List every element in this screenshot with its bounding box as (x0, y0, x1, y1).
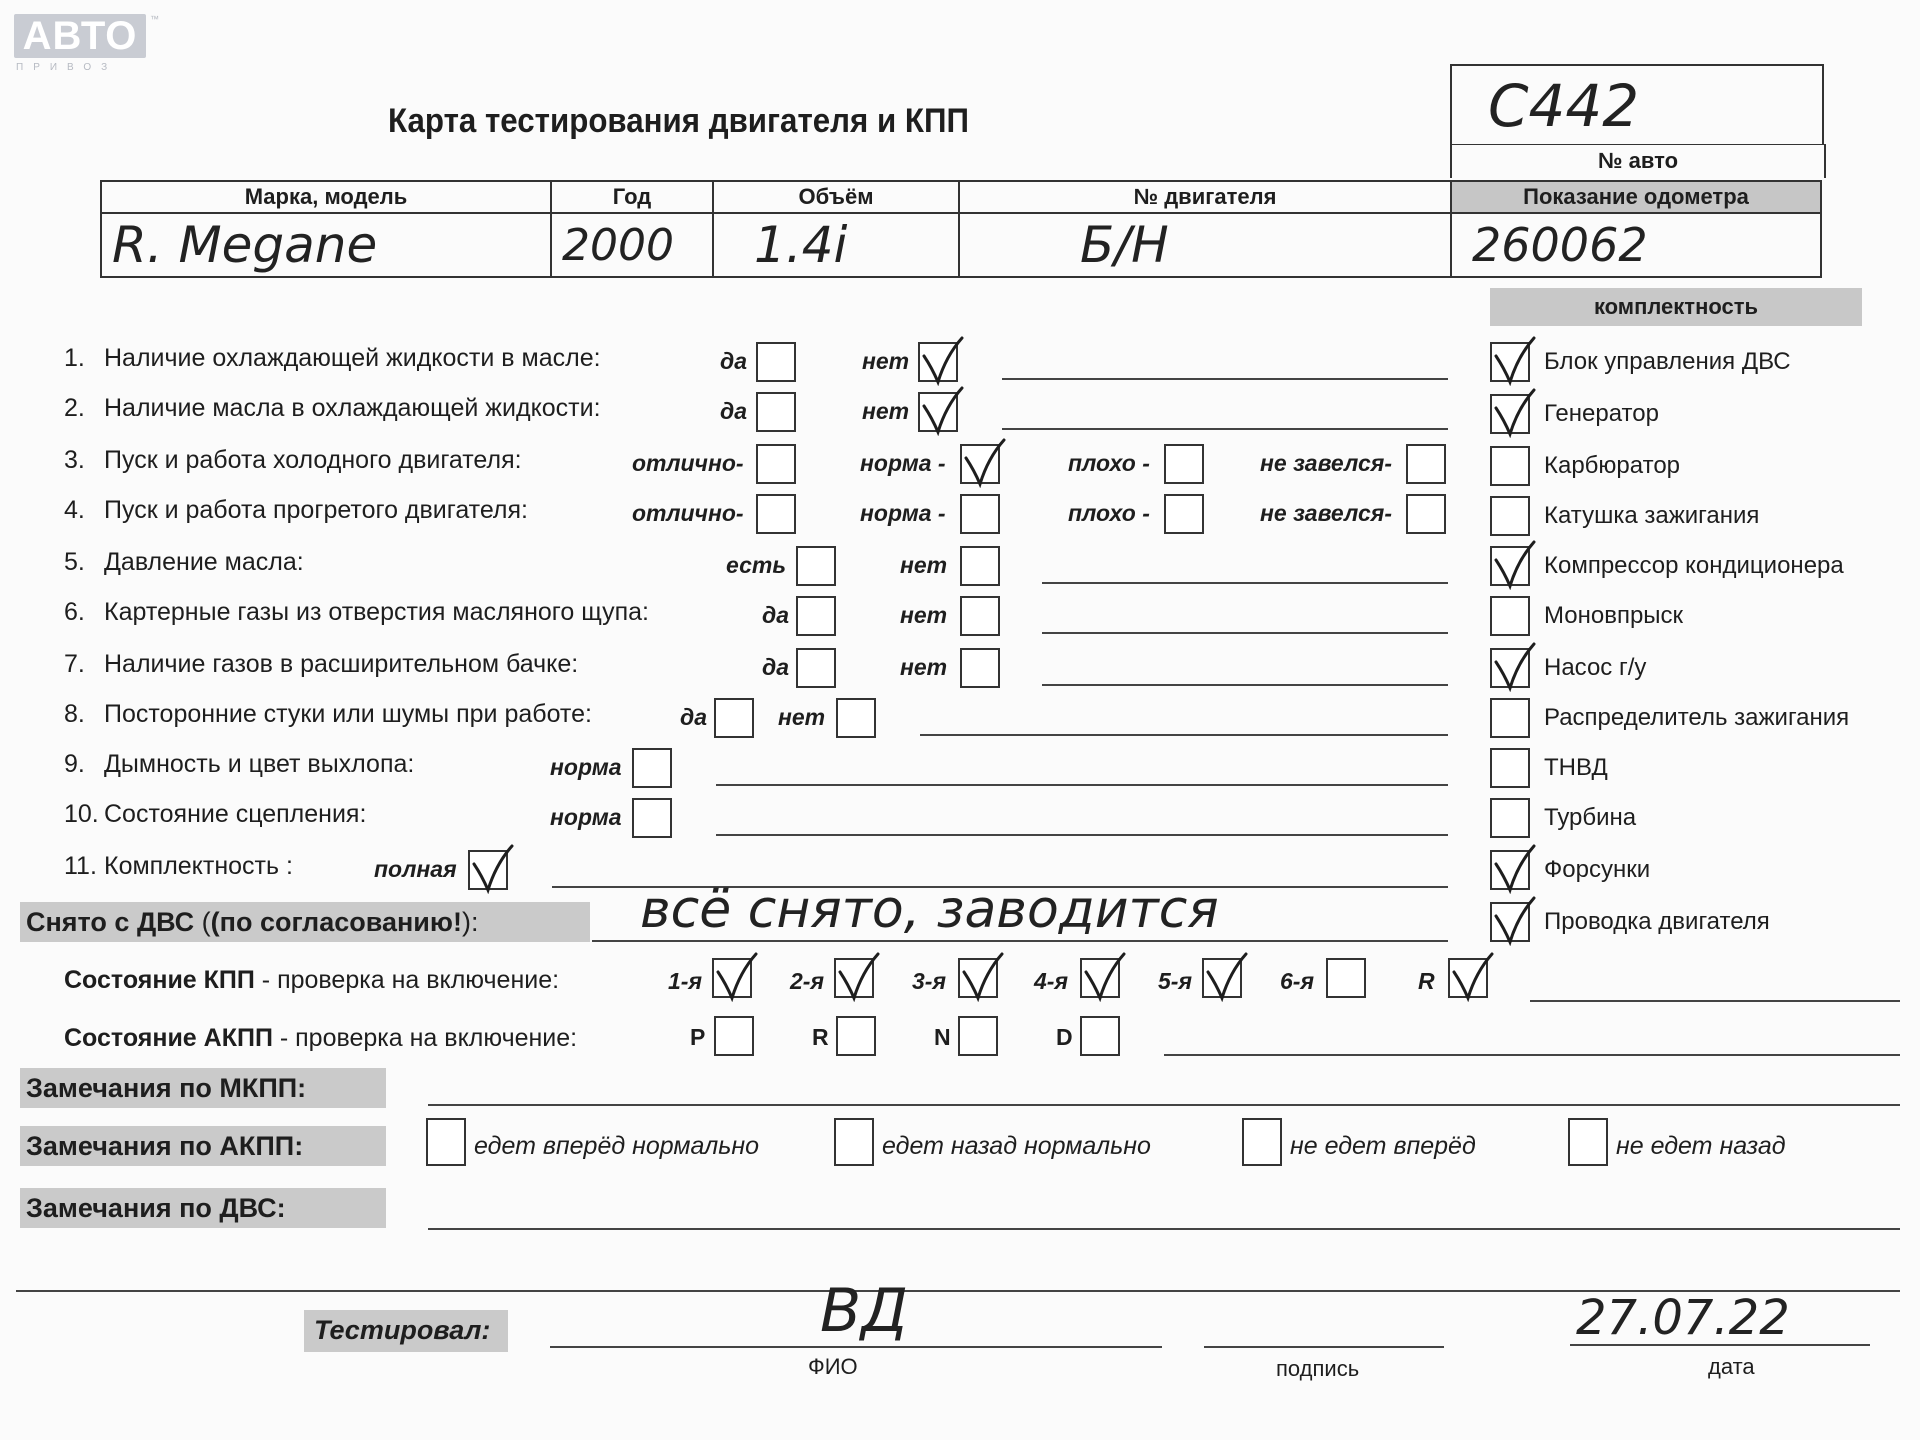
option-label: нет (900, 654, 948, 680)
option-label: норма - (860, 450, 946, 476)
option-checkbox[interactable] (796, 596, 836, 636)
question-text: Давление масла: (104, 548, 304, 576)
akpp-remark-label: едет назад нормально (882, 1132, 1151, 1160)
option-label: есть (726, 552, 786, 578)
option-label: да (762, 654, 790, 680)
kpp-gear-checkbox[interactable] (1326, 958, 1366, 998)
remarks-mkpp-label: Замечания по МКПП: (20, 1068, 386, 1108)
komplekt-checkbox[interactable] (1490, 748, 1530, 788)
question-text: Пуск и работа холодного двигателя: (104, 446, 522, 474)
question-text: Наличие масла в охлаждающей жидкости: (104, 394, 601, 422)
kpp-gear-checkbox[interactable] (712, 958, 752, 998)
question-number: 7. (64, 650, 85, 678)
question-row (64, 800, 366, 829)
akpp-remark-checkbox[interactable] (1568, 1118, 1608, 1166)
header-engine-number: № двигателя (959, 181, 1451, 213)
akpp-gear-label: R (812, 1024, 829, 1050)
value-volume: 1.4i (713, 213, 959, 277)
question-number: 2. (64, 394, 85, 422)
option-checkbox[interactable] (796, 648, 836, 688)
header-make-model: Марка, модель (101, 181, 551, 213)
option-checkbox[interactable] (632, 748, 672, 788)
akpp-remark-checkbox[interactable] (1242, 1118, 1282, 1166)
question-number: 1. (64, 344, 85, 372)
komplekt-label: Турбина (1544, 804, 1637, 831)
removed-label-bold: Снято с ДВС (26, 907, 195, 937)
question-row (64, 700, 592, 729)
option-label: норма - (860, 500, 946, 526)
kpp-gear-checkbox[interactable] (1080, 958, 1120, 998)
kpp-gear-checkbox[interactable] (1202, 958, 1242, 998)
komplekt-checkbox[interactable] (1490, 698, 1530, 738)
option-checkbox[interactable] (918, 392, 958, 432)
logo (14, 14, 159, 73)
question-row (64, 446, 522, 475)
komplekt-label: ТНВД (1544, 754, 1608, 781)
question-number: 3. (64, 446, 85, 474)
option-checkbox[interactable] (960, 546, 1000, 586)
komplekt-header: комплектность (1490, 288, 1862, 326)
option-label: нет (862, 398, 910, 424)
option-checkbox[interactable] (960, 494, 1000, 534)
akpp-gear-label: N (934, 1024, 951, 1050)
option-label: не завелся- (1260, 500, 1392, 526)
komplekt-checkbox[interactable] (1490, 850, 1530, 890)
option-checkbox[interactable] (632, 798, 672, 838)
akpp-gear-checkbox[interactable] (714, 1016, 754, 1056)
komplekt-checkbox[interactable] (1490, 596, 1530, 636)
kpp-label (64, 966, 559, 995)
komplekt-label: Карбюратор (1544, 452, 1681, 479)
komplekt-checkbox[interactable] (1490, 546, 1530, 586)
akpp-remark-label: едет вперёд нормально (474, 1132, 760, 1160)
sign-line (1204, 1346, 1444, 1348)
komplekt-label: Проводка двигателя (1544, 908, 1770, 935)
question-text: Комплектность : (104, 852, 293, 880)
car-info-table (100, 180, 1822, 278)
question-text: Посторонние стуки или шумы при работе: (104, 700, 592, 728)
komplekt-label: Распределитель зажигания (1544, 704, 1850, 731)
answer-line (716, 834, 1448, 836)
question-row (64, 750, 414, 779)
tested-label: Тестировал: (304, 1310, 508, 1352)
option-label: да (762, 602, 790, 628)
option-checkbox[interactable] (756, 444, 796, 484)
question-text: Пуск и работа прогретого двигателя: (104, 496, 528, 524)
option-checkbox[interactable] (756, 342, 796, 382)
question-number: 8. (64, 700, 85, 728)
komplekt-label: Генератор (1544, 400, 1659, 427)
auto-number-label: № авто (1450, 144, 1826, 178)
option-checkbox[interactable] (1164, 494, 1204, 534)
answer-line (716, 784, 1448, 786)
option-label: нет (778, 704, 826, 730)
answer-line (1042, 684, 1448, 686)
option-label: не завелся- (1260, 450, 1392, 476)
value-odometer: 260062 (1451, 213, 1821, 277)
option-label: плохо - (1068, 450, 1150, 476)
kpp-label-bold: Состояние КПП (64, 966, 255, 994)
option-label: нет (900, 552, 948, 578)
option-label: да (720, 348, 748, 374)
option-label: полная (374, 856, 457, 882)
fio-line (550, 1346, 1162, 1348)
akpp-remark-checkbox[interactable] (426, 1118, 466, 1166)
tested-fio-handwritten: ВД (820, 1276, 909, 1346)
kpp-gear-checkbox[interactable] (958, 958, 998, 998)
question-text: Состояние сцепления: (104, 800, 367, 828)
akpp-remark-label: не едет назад (1616, 1132, 1786, 1160)
komplekt-checkbox[interactable] (1490, 648, 1530, 688)
option-label: нет (900, 602, 948, 628)
option-label: да (680, 704, 708, 730)
question-number: 11. (64, 852, 97, 880)
akpp-label (64, 1024, 577, 1053)
page-title: Карта тестирования двигателя и КПП (388, 102, 969, 140)
komplekt-label: Блок управления ДВС (1544, 348, 1791, 375)
option-checkbox[interactable] (468, 850, 508, 890)
question-text: Картерные газы из отверстия масляного щупа: (104, 598, 649, 626)
question-row (64, 496, 528, 525)
remarks-dvs-line (428, 1228, 1900, 1230)
option-checkbox[interactable] (756, 494, 796, 534)
option-checkbox[interactable] (960, 596, 1000, 636)
kpp-gear-label: 1-я (668, 968, 702, 994)
value-year: 2000 (551, 213, 713, 277)
kpp-gear-label: 4-я (1034, 968, 1068, 994)
kpp-line (1530, 1000, 1900, 1002)
remarks-mkpp-line (428, 1104, 1900, 1106)
komplekt-checkbox[interactable] (1490, 496, 1530, 536)
option-label: норма (550, 754, 622, 780)
akpp-gear-checkbox[interactable] (958, 1016, 998, 1056)
option-label: да (720, 398, 748, 424)
auto-number-handwritten: С442 (1488, 72, 1640, 140)
komplekt-checkbox[interactable] (1490, 902, 1530, 942)
logo-text: АВТО (14, 14, 146, 58)
question-number: 6. (64, 598, 85, 626)
akpp-remark-checkbox[interactable] (834, 1118, 874, 1166)
akpp-gear-checkbox[interactable] (1080, 1016, 1120, 1056)
question-number: 9. (64, 750, 85, 778)
komplekt-checkbox[interactable] (1490, 798, 1530, 838)
question-row (64, 548, 304, 577)
akpp-line (1164, 1054, 1900, 1056)
komplekt-label: Форсунки (1544, 856, 1651, 883)
answer-line (1042, 582, 1448, 584)
remarks-akpp-label: Замечания по АКПП: (20, 1126, 386, 1166)
akpp-label-rest: - проверка на включение: (272, 1024, 578, 1052)
header-odometer: Показание одометра (1451, 181, 1821, 213)
option-label: нет (862, 348, 910, 374)
option-checkbox[interactable] (960, 444, 1000, 484)
option-checkbox[interactable] (1406, 494, 1446, 534)
option-checkbox[interactable] (836, 698, 876, 738)
tested-date-handwritten: 27.07.22 (1576, 1290, 1790, 1346)
kpp-gear-label: R (1418, 968, 1435, 994)
kpp-gear-label: 3-я (912, 968, 946, 994)
option-checkbox[interactable] (756, 392, 796, 432)
question-text: Наличие газов в расширительном бачке: (104, 650, 579, 678)
auto-number-box (1450, 64, 1824, 145)
logo-tm: ™ (150, 14, 159, 24)
kpp-label-rest: - проверка на включение: (254, 966, 560, 994)
question-row (64, 650, 578, 679)
option-checkbox[interactable] (796, 546, 836, 586)
removed-section-label (20, 902, 590, 942)
option-label: плохо - (1068, 500, 1150, 526)
kpp-gear-checkbox[interactable] (1448, 958, 1488, 998)
answer-line (920, 734, 1448, 736)
kpp-gear-label: 6-я (1280, 968, 1314, 994)
komplekt-checkbox[interactable] (1490, 394, 1530, 434)
akpp-gear-checkbox[interactable] (836, 1016, 876, 1056)
question-row (64, 852, 293, 881)
answer-line (1002, 378, 1448, 380)
answer-line (1002, 428, 1448, 430)
akpp-gear-label: P (690, 1024, 706, 1050)
header-volume: Объём (713, 181, 959, 213)
header-year: Год (551, 181, 713, 213)
question-row (64, 394, 601, 423)
question-number: 4. (64, 496, 85, 524)
kpp-gear-checkbox[interactable] (834, 958, 874, 998)
option-checkbox[interactable] (960, 648, 1000, 688)
akpp-gear-label: D (1056, 1024, 1073, 1050)
value-engine-number: Б/Н (959, 213, 1451, 277)
komplekt-label: Катушка зажигания (1544, 502, 1760, 529)
removed-handwritten: всё снято, заводится (640, 880, 1219, 940)
answer-line (1042, 632, 1448, 634)
removed-label-paren: ( (201, 907, 211, 937)
option-label: отлично- (632, 450, 744, 476)
fio-caption: ФИО (808, 1354, 858, 1379)
komplekt-label: Моновпрыск (1544, 602, 1684, 629)
kpp-gear-label: 2-я (790, 968, 824, 994)
question-text: Дымность и цвет выхлопа: (104, 750, 415, 778)
remarks-dvs-label: Замечания по ДВС: (20, 1188, 386, 1228)
logo-subtext: ПРИВОЗ (16, 62, 118, 73)
kpp-gear-label: 5-я (1158, 968, 1192, 994)
komplekt-label: Насос г/у (1544, 654, 1647, 681)
komplekt-checkbox[interactable] (1490, 342, 1530, 382)
option-checkbox[interactable] (1406, 444, 1446, 484)
komplekt-checkbox[interactable] (1490, 446, 1530, 486)
option-label: норма (550, 804, 622, 830)
value-make-model: R. Megane (101, 213, 551, 277)
removed-label-agree: (по согласованию! (210, 907, 462, 937)
option-checkbox[interactable] (1164, 444, 1204, 484)
option-label: отлично- (632, 500, 744, 526)
akpp-label-bold: Состояние АКПП (64, 1024, 273, 1052)
option-checkbox[interactable] (918, 342, 958, 382)
komplekt-label: Компрессор кондиционера (1544, 552, 1844, 579)
akpp-remark-label: не едет вперёд (1290, 1132, 1476, 1160)
question-row (64, 344, 601, 373)
question-row (64, 598, 649, 627)
option-checkbox[interactable] (714, 698, 754, 738)
removed-line (592, 940, 1448, 942)
removed-label-tail: ): (461, 907, 479, 937)
date-caption: дата (1708, 1354, 1755, 1379)
question-number: 5. (64, 548, 85, 576)
sign-caption: подпись (1276, 1356, 1360, 1381)
question-text: Наличие охлаждающей жидкости в масле: (104, 344, 601, 372)
question-number: 10. (64, 800, 99, 828)
